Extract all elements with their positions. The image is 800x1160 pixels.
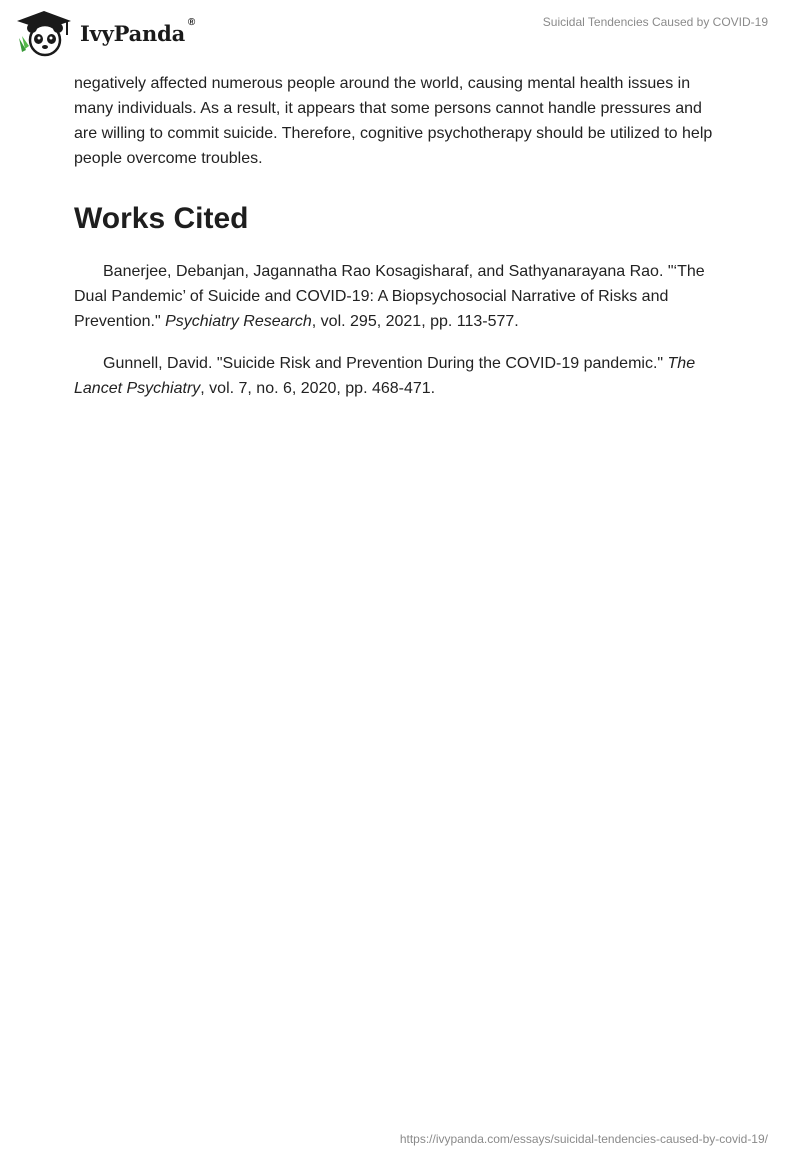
reference-text: Gunnell, David. "Suicide Risk and Prevention During the COVID-19 pandemic.": [103, 355, 668, 372]
essay-content: [74, 71, 724, 418]
document-title: Suicidal Tendencies Caused by COVID-19: [542, 15, 768, 29]
registered-mark: ®: [187, 16, 196, 28]
reference-journal: Psychiatry Research: [165, 313, 312, 330]
reference-journal: The Lancet Psychiatry: [74, 355, 696, 397]
panda-graduate-icon: [14, 8, 76, 58]
reference-entry: [74, 351, 724, 401]
reference-details: , vol. 7, no. 6, 2020, pp. 468-471.: [200, 380, 436, 397]
page-header: [0, 0, 800, 60]
brand-name: IvyPanda ®: [80, 16, 196, 46]
reference-details: , vol. 295, 2021, pp. 113-577.: [311, 313, 519, 330]
source-url-link[interactable]: https://ivypanda.com/essays/suicidal-tendencies-caused-by-covid-19/: [399, 1132, 768, 1146]
reference-entry: [74, 259, 724, 334]
reference-text: Banerjee, Debanjan, Jagannatha Rao Kosagisharaf, and Sathyanarayana Rao. "‘The Dual Pandemic’ of Suicide and COVID-19: A Biopsychosocial Narrative of Risks and Prevention.": [74, 263, 705, 330]
brand-logo[interactable]: [14, 8, 196, 58]
works-cited-heading: Works Cited: [74, 202, 249, 235]
references-list: [74, 259, 724, 401]
body-paragraph: negatively affected numerous people around the world, causing mental health issues in many individuals. As a result, it appears that some persons cannot handle pressures and are willing to commit suicide. Therefore, cognitive psychotherapy should be utilized to help people overcome troubles.: [74, 75, 713, 167]
